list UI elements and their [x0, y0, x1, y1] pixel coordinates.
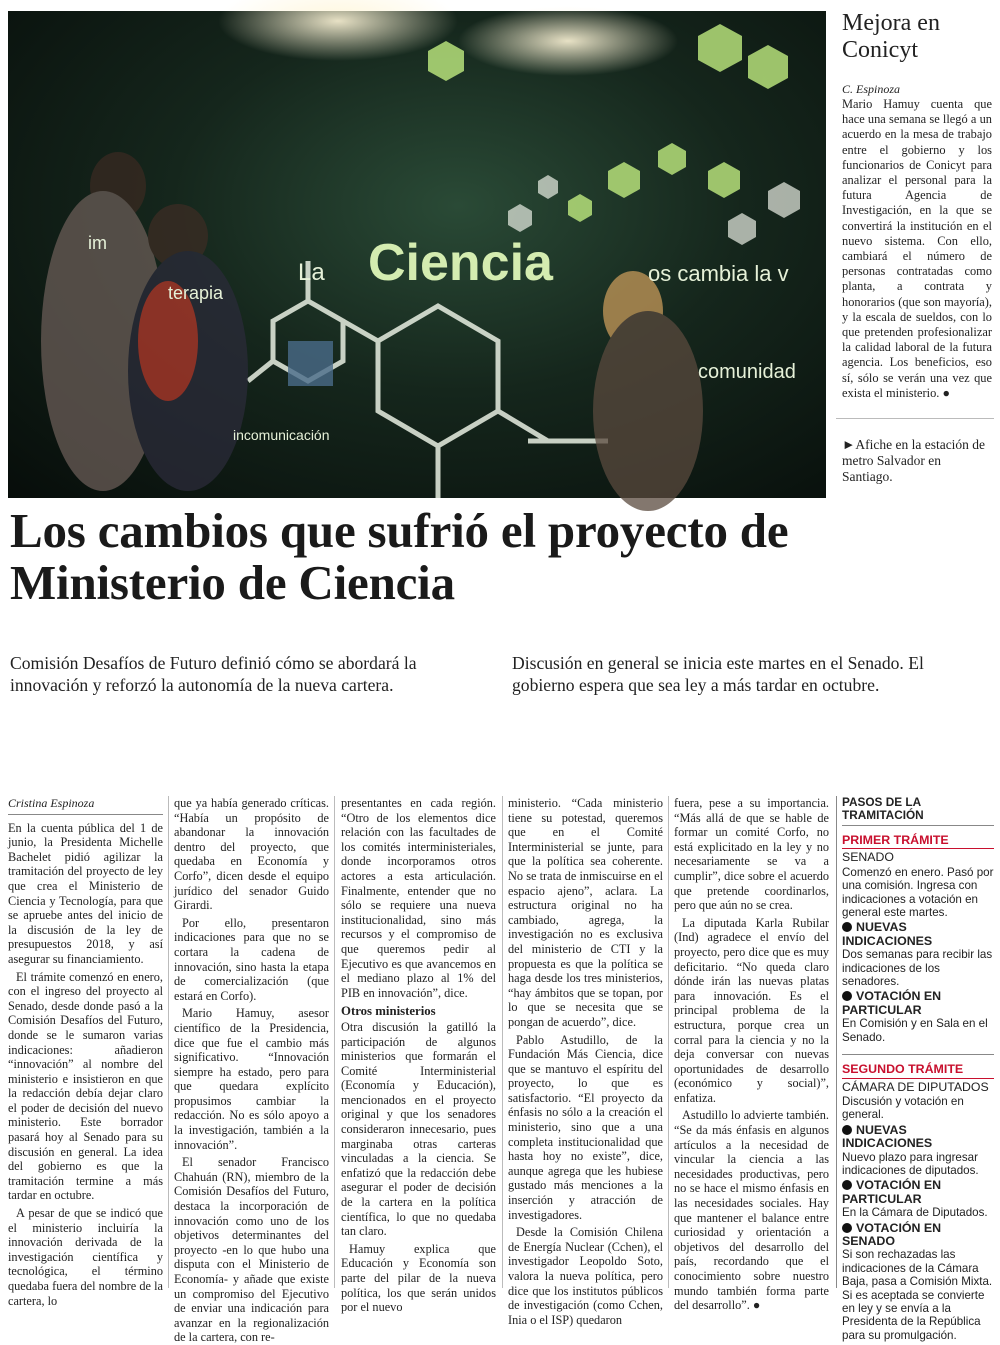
- column-rule: [502, 796, 503, 1288]
- paragraph: En la cuenta pública del 1 de junio, la Presidenta Michelle Bachelet pidió agilizar la tramitación del proyecto de ley que crea el Ministerio de Ciencia y Tecnología, para que se apruebe antes del inicio de la discusión de la ley de presupuestos 2018, y así asegurar su financiamiento.: [8, 820, 163, 966]
- paragraph: Desde la Comisión Chilena de Energía Nuclear (Cchen), el investigador Leopoldo Soto, valora la nueva política, pero dice que los institutos públicos de investigación (como Cchen, Inia o el ISP) quedaron: [508, 1225, 663, 1327]
- sidebar-byline: C. Espinoza: [842, 82, 901, 96]
- wall-text-incomunicacion: incomunicación: [233, 427, 330, 443]
- paragraph: ministerio. “Cada ministerio tiene su potestad, queremos que en el Comité Interministerial se junte, para que la política sea coherente. No se trata de inmiscuirse en el espacio ajeno”, aclara. La estructura original no ha cambiado, agrega, la investigación no es exclusiva del ministerio de CTI y la propuesta es que la política se haga desde los tres ministerios, “hay ámbitos que se topan, por lo que se necesita que se pongan de acuerdo”, dice.: [508, 796, 663, 1029]
- first-stage-text: Comenzó en enero. Pasó por una comisión. Ingresa con indicaciones a votación en general este martes.: [842, 865, 994, 920]
- first-stage-label: PRIMER TRÁMITE: [842, 834, 994, 849]
- paragraph: Pablo Astudillo, de la Fundación Más Ciencia, dice que se mantuvo el espíritu del proyecto, lo que es satisfactorio. “El proyecto da énfasis no sólo a la creación el ministerio, sino que a una completa institucionalidad que hasta hoy no existe”, dice, aunque agrega que les hubiese gustado más menciones a la inserción y atracción de investigadores.: [508, 1032, 663, 1222]
- paragraph: que ya había generado críticas. “Había un propósito de abandonar la innovación dentro del proyecto, que quedaba en Economía y Corfo”, dicen desde el equipo jurídico del senador Guido Girardi.: [174, 796, 329, 913]
- paragraph: La diputada Karla Rubilar (Ind) agradece el envío del proyecto, pero dice que es muy deficitario. “No queda claro dónde irán las nuevas platas para innovación. Es el principal problema de la estructura, porque crea un corral para la ciencia y no la deja conversar con nuevas oportunidades de desarrollo (económico y social)”, enfatiza.: [674, 915, 829, 1105]
- bullet-icon: [842, 991, 852, 1001]
- paragraph: Hamuy explica que Educación y Economía son parte del pilar de la nueva política, los que serán unidos por el nuevo: [341, 1241, 496, 1315]
- article-column-4: [508, 796, 663, 1327]
- bullet-icon: [842, 1180, 852, 1190]
- legislative-steps-box: [836, 795, 994, 1342]
- paragraph: fuera, pese a su importancia. “Más allá de que se hable de formar un comité Corfo, no está explicitado en la ley y no necesariamente se va a cumplir”, dice sobre el acuerdo que pretende coordinarlos, pero que aún no se crea.: [674, 796, 829, 913]
- column-rule: [334, 796, 335, 1288]
- wall-text-terapia: terapia: [168, 283, 224, 303]
- article-column-2: [174, 796, 329, 1345]
- step-item-title: NUEVAS INDICACIONES: [842, 920, 933, 948]
- step-item-title: NUEVAS INDICACIONES: [842, 1122, 933, 1151]
- second-stage-label: SEGUNDO TRÁMITE: [842, 1063, 994, 1078]
- first-stage-chamber: SENADO: [842, 850, 894, 865]
- subheading: Otros ministerios: [341, 1004, 436, 1019]
- paragraph: Por ello, presentaron indicaciones para que no se cortara la cadena de innovación, sino hasta la etapa de comercialización (que estará en Corfo).: [174, 915, 329, 1003]
- headline: Los cambios que sufrió el proyecto de Ministerio de Ciencia: [10, 503, 789, 610]
- bullet-icon: [842, 1125, 852, 1135]
- bullet-icon: [842, 1223, 852, 1233]
- step-item-text: Dos semanas para recibir las indicaciones de los senadores.: [842, 948, 993, 989]
- paragraph: Otra discusión la gatilló la participación de algunos ministerios que formarán el Comité Interministerial (Economía y Educación), mencionados en el proyecto original y que los senadores consideraron innecesario, pues marginaba otras carteras vinculadas a la ciencia. Se enfatizó que la redacción debe asegurar el poder de decisión de la cartera en la política científica, lo que no quedaba tan claro.: [341, 1019, 496, 1239]
- paragraph: El trámite comenzó en enero, con el ingreso del proyecto al Senado, desde donde pasó a la Comisión Desafíos del Futuro, donde se le sumaron varias indicaciones: añadieron “innovación” al nombre del ministerio e insistieron en que la redacción debía dejar claro el poder de decisión del nuevo ministerio. Este borrador pasará hoy al Senado para su discusión en general. La idea del gobierno es que la tramitación termine a más tardar en octubre.: [8, 969, 163, 1203]
- sidebar-divider: [836, 418, 994, 419]
- second-stage-chamber: CÁMARA DE DIPUTADOS: [842, 1079, 989, 1094]
- deck-left: Comisión Desafíos de Futuro definió cómo se abordará la innovación y reforzó la autonomía de la nueva cartera.: [10, 653, 417, 695]
- wall-text-comunidad: comunidad: [698, 361, 796, 383]
- wall-text-la: La: [298, 259, 325, 286]
- bullet-icon: [842, 922, 852, 932]
- wall-text-im: im: [88, 233, 107, 253]
- metro-poster-photo: [8, 11, 826, 498]
- second-stage-text: Discusión y votación en general.: [842, 1094, 964, 1122]
- step-item-title: VOTACIÓN EN PARTICULAR: [842, 1178, 942, 1206]
- steps-divider: [842, 1054, 994, 1055]
- article-byline: Cristina Espinoza: [8, 796, 163, 815]
- step-item-text: Si son rechazadas las indicaciones de la Cámara Baja, pasa a Comisión Mixta. Si es aceptada se convierte en ley y se envía a la Presidenta de la República para su promulgación.: [842, 1248, 993, 1342]
- deck-right: Discusión en general se inicia este martes en el Senado. El gobierno espera que sea ley a más tardar en octubre.: [512, 653, 924, 695]
- sidebar-title: Mejora en Conicyt: [842, 10, 940, 63]
- article-column-3: [341, 796, 496, 1315]
- photo-caption: ►Afiche en la estación de metro Salvador en Santiago.: [842, 437, 986, 484]
- paragraph: Mario Hamuy, asesor científico de la Presidencia, dice que fue el cambio más significativo. “Innovación siempre ha estado, pero para que quedara explícito propusimos cambiar la redacción. No es sólo apoyo a la investigación, también a la innovación”.: [174, 1006, 329, 1152]
- steps-header: PASOS DE LA TRAMITACIÓN: [842, 796, 994, 826]
- ceiling-light: [458, 6, 678, 76]
- poster-photo-inset: [288, 341, 333, 386]
- step-item-text: Nuevo plazo para ingresar indicaciones de diputados.: [842, 1150, 979, 1177]
- wall-text-cambia: os cambia la v: [648, 261, 789, 286]
- article-column-5: [674, 796, 829, 1313]
- step-item-text: En Comisión y en Sala en el Senado.: [842, 1017, 988, 1044]
- paragraph: El senador Francisco Chahuán (RN), miembro de la Comisión Desafíos del Futuro, destaca la incorporación de innovación como uno de los objetivos determinantes del proyecto -en lo que hubo una disputa con el Ministerio de Economía- y añade que existe un compromiso del Ejecutivo de enviar una indicación para avanzar en la regionalización de la cartera, con re-: [174, 1155, 329, 1345]
- paragraph: A pesar de que se indicó que el ministerio incluiría la innovación derivada de la investigación científica y tecnológica, el término quedaba fuera del nombre de la cartera, lo: [8, 1206, 163, 1308]
- column-rule: [168, 796, 169, 1288]
- sidebar-body: Mario Hamuy cuenta que hace una semana se llegó a un acuerdo en la mesa de trabajo entre el gobierno y los funcionarios de Conicyt para analizar el personal para la futura Agencia de Investigación, en la que se convertirá la institución en el nuevo sistema. Con ello, cambiará el número de personas contratadas como planta, a contrata y honorarios (que son mayoría), y la escala de sueldos, con lo que pretenden profesionalizar la calidad laboral de la futura agencia. Los beneficios, eso sí, sólo se verán una vez que exista el ministerio. ●: [842, 97, 992, 400]
- paragraph: Astudillo lo advierte también. “Se da más énfasis en algunos artículos a la necesidad de vincular la ciencia a las necesidades productivas, pero no se hace el mismo énfasis en las necesidades sociales. Hay que mantener el balance entre curiosidad y orientación a objetivos del desarrollo del país, recordando que el conocimiento sobre nuestro mundo también forma parte del desarrollo”. ●: [674, 1108, 829, 1313]
- column-rule: [668, 796, 669, 1288]
- paragraph: presentantes en cada región. “Otro de los elementos dice relación con las facultades de los comités interministeriales, donde incorporamos otros actores a esta articulación. Finalmente, entender que no sólo se requiere una nueva institucionalidad, sino más recursos y el compromiso de que queremos pedir al Ejecutivo es que avancemos en el mediano plazo al 1% del PIB en innovación”, dice.: [341, 796, 496, 1000]
- article-column-1: [8, 796, 163, 1308]
- passerby-figures: [41, 152, 703, 511]
- step-item-title: VOTACIÓN EN SENADO: [842, 1220, 942, 1248]
- ceiling-light: [218, 0, 458, 61]
- step-item-text: En la Cámara de Diputados.: [842, 1206, 988, 1220]
- wall-text-ciencia: Ciencia: [368, 234, 553, 292]
- step-item-title: VOTACIÓN EN PARTICULAR: [842, 989, 942, 1017]
